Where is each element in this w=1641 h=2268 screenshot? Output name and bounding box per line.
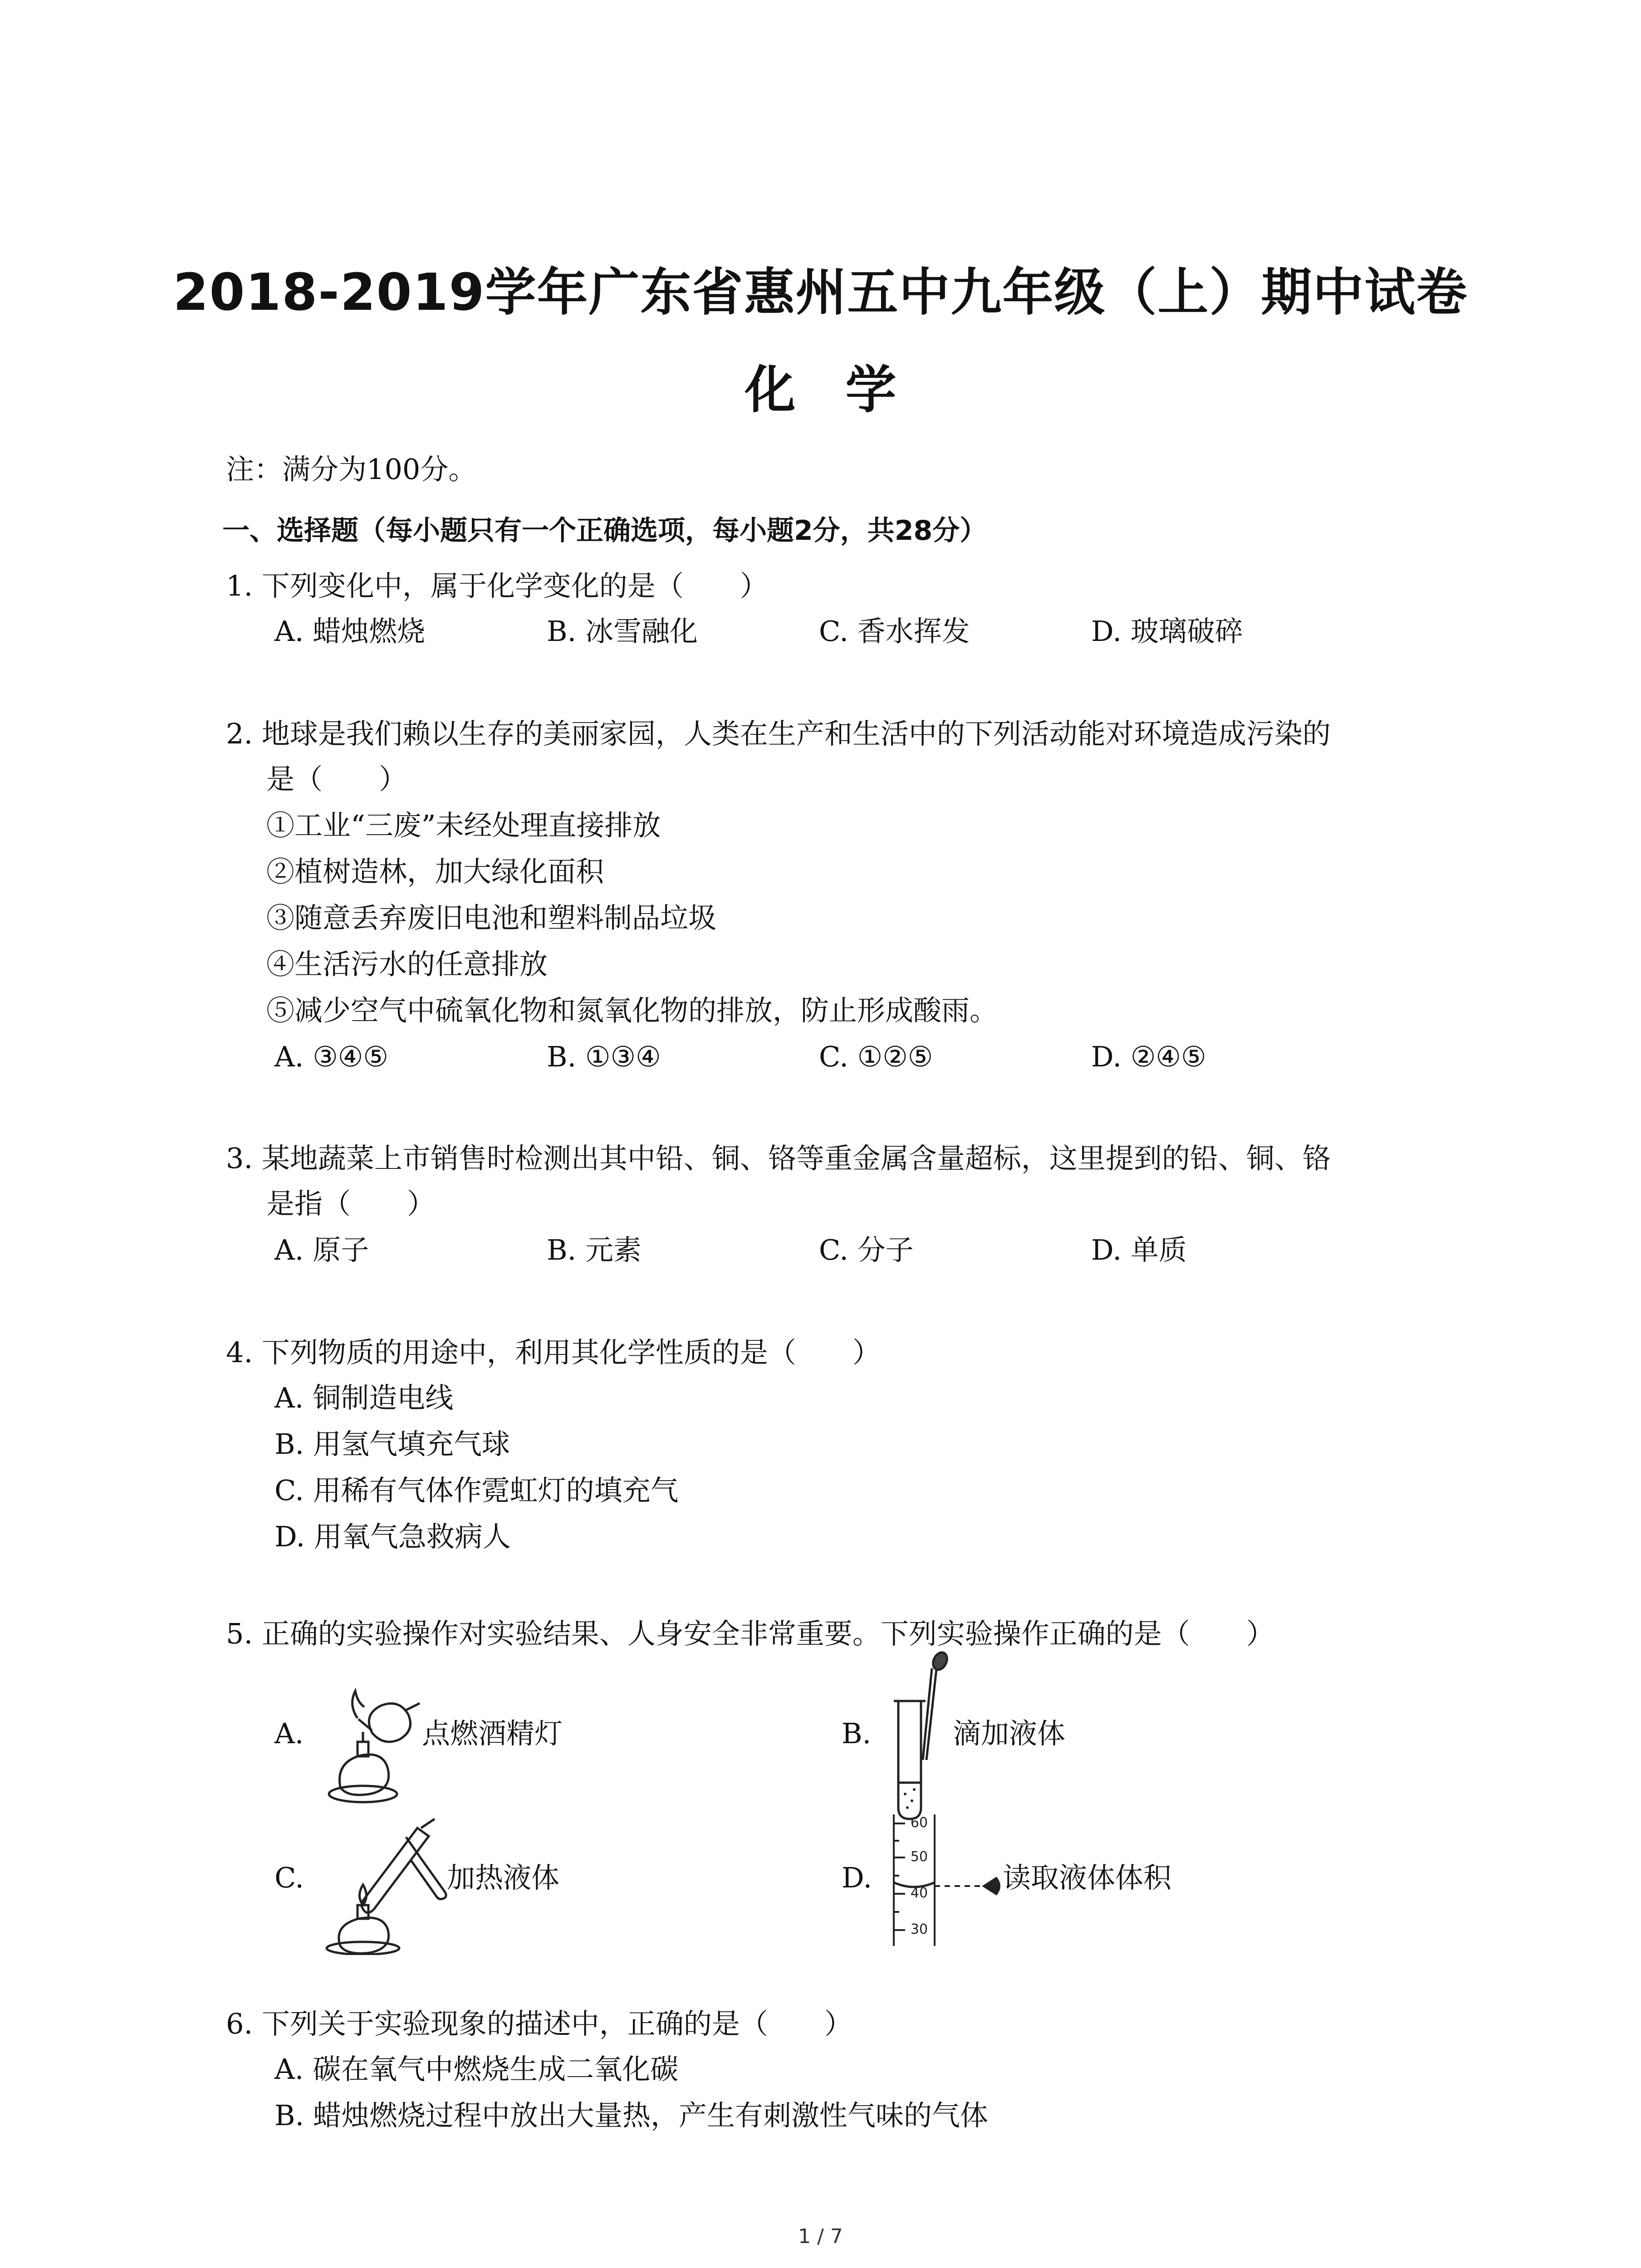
reading-cylinder-figure [880,1810,1012,1950]
question-3-stem-cont: 是指（ ） [266,1187,436,1220]
question-3-stem: 3. 某地蔬菜上市销售时检测出其中铅、铜、铬等重金属含量超标，这里提到的铅、铜、铬 [226,1142,1331,1175]
question-6-option-a: A. 碳在氧气中燃烧生成二氧化碳 [274,2053,679,2086]
cylinder-tick-label: 40 [910,1885,928,1901]
question-2-option-a: A. ③④⑤ [274,1040,388,1073]
question-1-option-d: D. 玻璃破碎 [1091,615,1243,648]
question-4-stem: 4. 下列物质的用途中，利用其化学性质的是（ ） [226,1336,881,1369]
question-4-option-b: B. 用氢气填充气球 [274,1427,510,1461]
heating-liquid-figure [313,1810,463,1955]
question-5-option-d-letter: D. [842,1861,872,1894]
question-5-option-d-label: 读取液体体积 [1003,1861,1172,1894]
question-2-item: ④生活污水的任意排放 [266,948,548,981]
question-1-option-a: A. 蜡烛燃烧 [274,615,426,648]
question-1-option-b: B. 冰雪融化 [547,615,698,648]
question-3-option-c: C. 分子 [819,1233,914,1266]
cylinder-tick-label: 50 [910,1849,928,1865]
question-2-item: ①工业“三废”未经处理直接排放 [266,809,661,842]
score-note: 注：满分为100分。 [226,453,477,486]
question-1-stem: 1. 下列变化中，属于化学变化的是（ ） [226,569,768,602]
question-5-option-c-label: 加热液体 [447,1861,560,1894]
question-2-stem: 2. 地球是我们赖以生存的美丽家园，人类在生产和生活中的下列活动能对环境造成污染的 [226,717,1331,750]
question-5-option-b-label: 滴加液体 [953,1717,1066,1750]
question-6-stem: 6. 下列关于实验现象的描述中，正确的是（ ） [226,2007,852,2040]
question-2-item: ②植树造林，加大绿化面积 [266,855,604,888]
question-1-option-c: C. 香水挥发 [819,615,970,648]
cylinder-tick-label: 30 [910,1921,928,1937]
question-5-option-c-letter: C. [274,1861,304,1894]
question-3-option-d: D. 单质 [1091,1233,1187,1266]
question-2-item: ③随意丢弃废旧电池和塑料制品垃圾 [266,901,717,934]
question-4-option-a: A. 铜制造电线 [274,1381,454,1414]
question-3-option-b: B. 元素 [547,1233,642,1266]
section-heading: 一、选择题（每小题只有一个正确选项，每小题2分，共28分） [222,515,987,547]
page-number: 1 / 7 [798,2225,843,2248]
dropping-liquid-figure [885,1651,962,1823]
question-4-option-d: D. 用氧气急救病人 [274,1520,511,1553]
question-5-option-a-letter: A. [274,1717,304,1750]
exam-subject: 化学 [745,361,946,420]
question-5-stem: 5. 正确的实验操作对实验结果、人身安全非常重要。下列实验操作正确的是（ ） [226,1617,1274,1650]
question-2-stem-cont: 是（ ） [266,763,407,796]
cylinder-tick-label: 60 [910,1815,928,1831]
question-2-option-d: D. ②④⑤ [1091,1040,1206,1073]
question-6-option-b: B. 蜡烛燃烧过程中放出大量热，产生有刺激性气味的气体 [274,2099,988,2132]
exam-title: 2018-2019学年广东省惠州五中九年级（上）期中试卷 [173,263,1468,322]
lighting-alcohol-lamp-figure [318,1678,436,1805]
question-4-option-c: C. 用稀有气体作霓虹灯的填充气 [274,1474,679,1507]
question-2-option-c: C. ①②⑤ [819,1040,933,1073]
question-5-option-a-label: 点燃酒精灯 [422,1717,563,1750]
question-2-item: ⑤减少空气中硫氧化物和氮氧化物的排放，防止形成酸雨。 [266,994,998,1027]
question-2-option-b: B. ①③④ [547,1040,661,1073]
question-3-option-a: A. 原子 [274,1233,369,1266]
question-5-option-b-letter: B. [842,1717,872,1750]
